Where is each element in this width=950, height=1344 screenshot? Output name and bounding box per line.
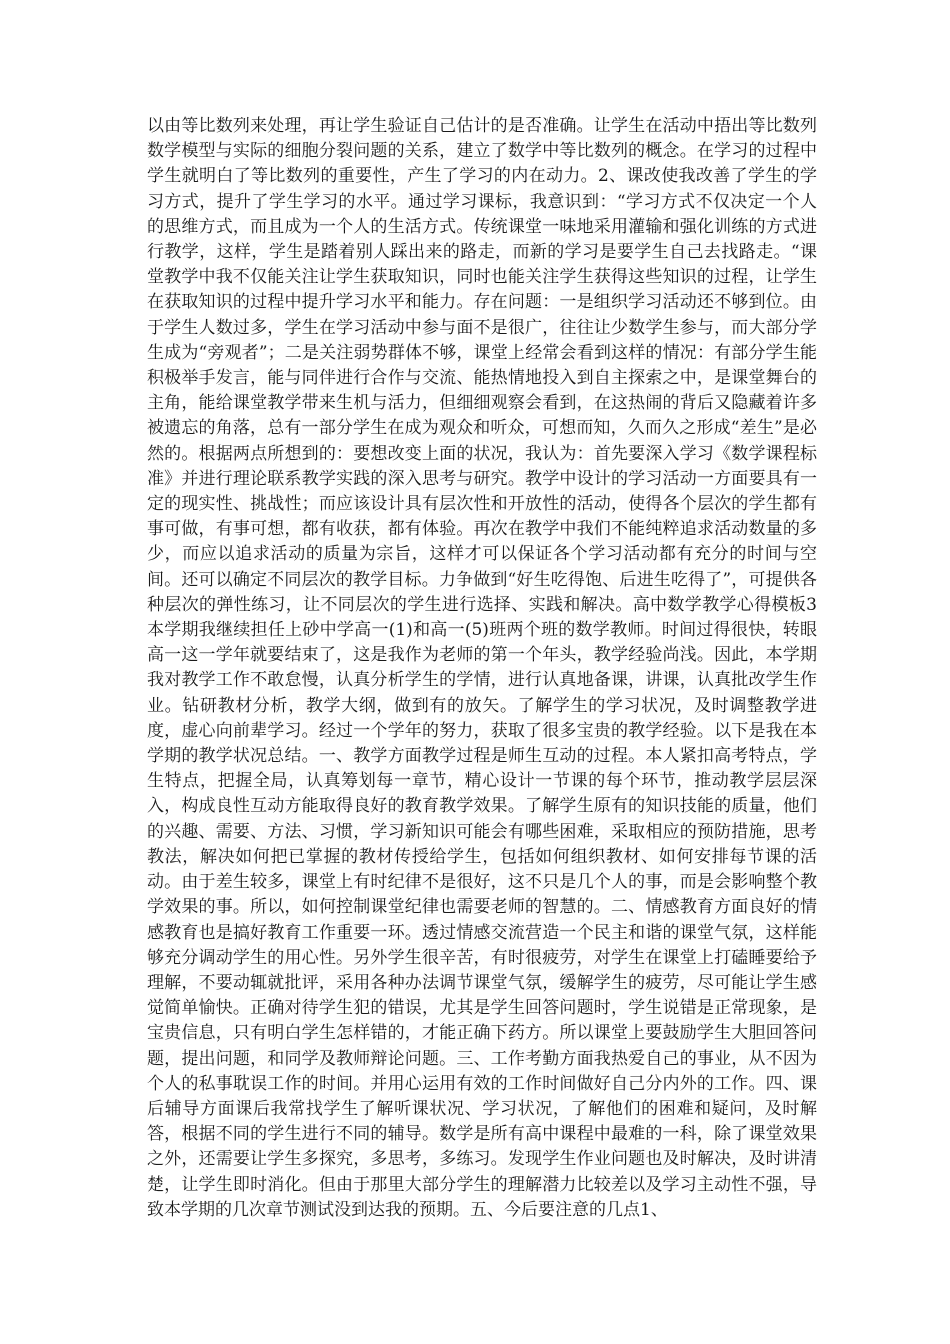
body-text: 以由等比数列来处理，再让学生验证自己估计的是否准确。让学生在活动中捂出等比数列数学模型与实际的细胞分裂问题的关系，建立了数学中等比数列的概念。在学习的过程中学生就明白了等比数列的重要性，产生了学习的内在动力。2、课改使我改善了学生的学习方式，提升了学生学习的水平。通过学习课标，我意识到：“学习方式不仅决定一个人的思维方式，而且成为一个人的生活方式。传统课堂一味地采用灌输和强化训练的方式进行教学，这样，学生是踏着别人踩出来的路走，而新的学习是要学生自己去找路走。“课堂教学中我不仅能关注让学生获取知识，同时也能关注学生获得这些知识的过程，让学生在获取知识的过程中提升学习水平和能力。存在问题：一是组织学习活动还不够到位。由于学生人数过多，学生在学习活动中参与面不是很广，往往让少数学生参与，而大部分学生成为“旁观者”；二是关注弱势群体不够，课堂上经常会看到这样的情况：有部分学生能积极举手发言，能与同伴进行合作与交流、能热情地投入到自主探索之中，是课堂舞台的主角，能给课堂教学带来生机与活力，但细细观察会看到，在这热闹的背后又隐藏着许多被遗忘的角落，总有一部分学生在成为观众和听众，可想而知，久而久之形成“差生”是必然的。根据两点所想到的：要想改变上面的状况，我认为：首先要深入学习《数学课程标准》并进行理论联系教学实践的深入思考与研究。教学中设计的学习活动一方面要具有一定的现实性、挑战性；而应该设计具有层次性和开放性的活动，使得各个层次的学生都有事可做，有事可想，都有收获，都有体验。再次在教学中我们不能纯粹追求活动数量的多少，而应以追求活动的质量为宗旨，这样才可以保证各个学习活动都有充分的时间与空间。还可以确定不同层次的教学目标。力争做到“好生吃得饱、后进生吃得了”，可提供各种层次的弹性练习，让不同层次的学生进行选择、实践和解决。高中数学教学心得模板3本学期我继续担任上砂中学高一(1)和高一(5)班两个班的数学教师。时间过得很快，转眼高一这一学年就要结束了，这是我作为老师的第一个年头，教学经验尚浅。因此，本学期我对教学工作不敢怠慢，认真分析学生的学情，进行认真地备课，讲课，认真批改学生作业。钻研教材分析，教学大纲，做到有的放矢。了解学生的学习状况，及时调整教学进度，虚心向前辈学习。经过一个学年的努力，获取了很多宝贵的教学经验。以下是我在本学期的教学状况总结。一、教学方面教学过程是师生互动的过程。本人紧扣高考特点，学生特点，把握全局，认真筹划每一章节，精心设计一节课的每个环节，推动教学层层深入，构成良性互动方能取得良好的教育教学效果。了解学生原有的知识技能的质量，他们的兴趣、需要、方法、习惯，学习新知识可能会有哪些困难，采取相应的预防措施，思考教法，解决如何把已掌握的教材传授给学生，包括如何组织教材、如何安排每节课的活动。由于差生较多，课堂上有时纪律不是很好，这不只是几个人的事，而是会影响整个教学效果的事。所以，如何控制课堂纪律也需要老师的智慧的。二、情感教育方面良好的情感教育也是搞好教育工作重要一环。透过情感交流营造一个民主和谐的课堂气氛，这样能够充分调动学生的用心性。另外学生很辛苦，有时很疲劳，对学生在课堂上打磕睡要给予理解，不要动辄就批评，采用各种办法调节课堂气氛，缓解学生的疲劳，尽可能让学生感觉简单愉快。正确对待学生犯的错误，尤其是学生回答问题时，学生说错是正常现象，是宝贵信息，只有明白学生怎样错的，才能正确下药方。所以课堂上要鼓励学生大胆回答问题，提出问题，和同学及教师辩论问题。三、工作考勤方面我热爱自己的事业，从不因为个人的私事耽误工作的时间。并用心运用有效的工作时间做好自己分内外的工作。四、课后辅导方面课后我常找学生了解听课状况、学习状况，了解他们的困难和疑问，及时解答，根据不同的学生进行不同的辅导。数学是所有高中课程中最难的一科，除了课堂效果之外，还需要让学生多探究，多思考，多练习。发现学生作业问题也及时解决，及时讲清楚，让学生即时消化。但由于那里大部分学生的理解潜力比较差以及学习主动性不强，导致本学期的几次章节测试没到达我的预期。五、今后要注意的几点1、 (147, 116, 817, 1220)
